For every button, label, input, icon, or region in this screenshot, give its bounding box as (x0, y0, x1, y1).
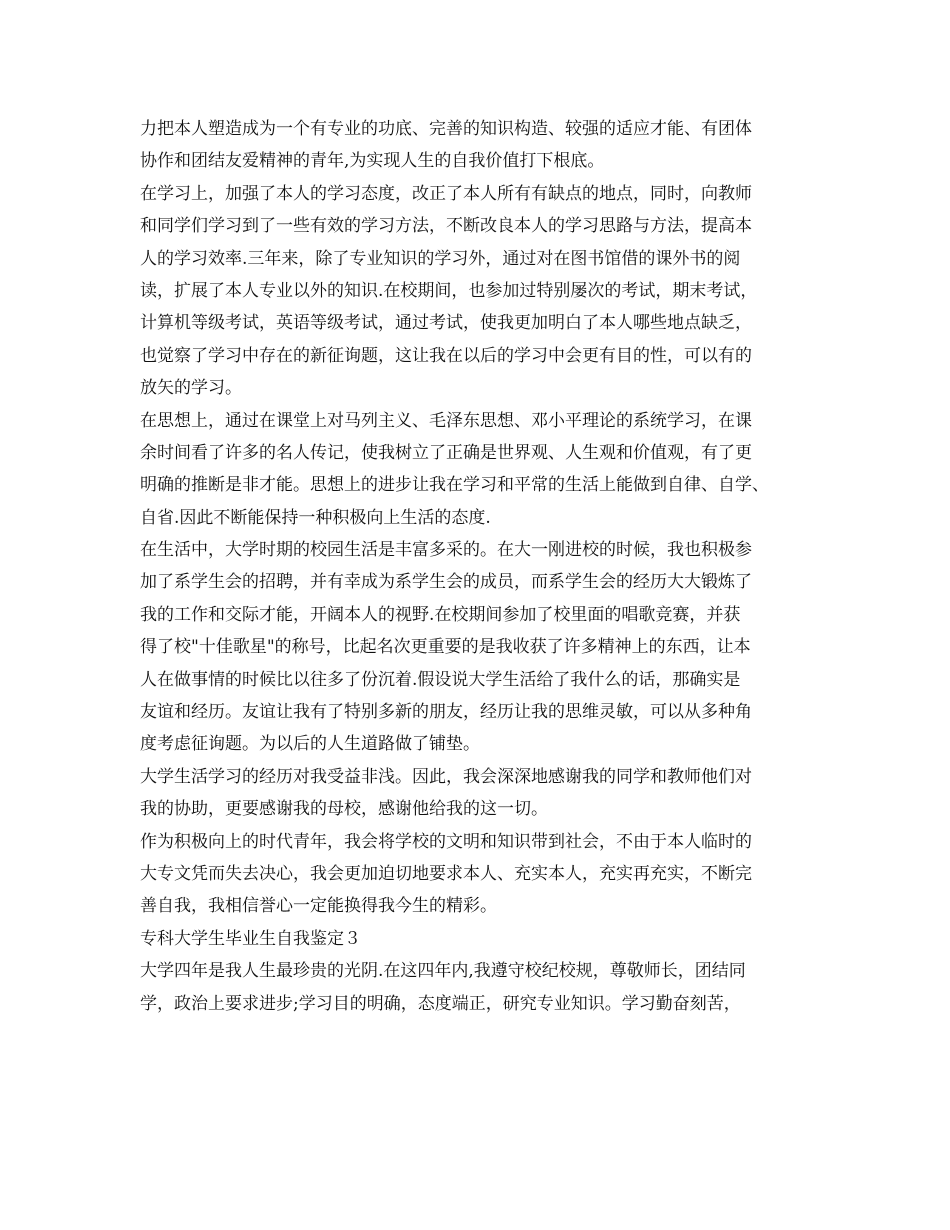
text-line: 协作和团结友爱精神的青年,为实现人生的自我价值打下根底。 (140, 151, 605, 172)
text-line: 力把本人塑造成为一个有专业的功底、完善的知识构造、较强的适应才能、有团体 (140, 119, 752, 139)
text-line: 在思想上，通过在课堂上对马列主义、毛泽东思想、邓小平理论的系统学习，在课 (140, 410, 752, 431)
text-line: 在学习上，加强了本人的学习态度，改正了本人所有有缺点的地点，同时，向教师 (140, 183, 752, 204)
text-line: 余时间看了许多的名人传记，使我树立了正确是世界观、人生观和价值观，有了更 (140, 442, 752, 463)
text-line: 大学四年是我人生最珍贵的光阴.在这四年内,我遵守校纪校规，尊敬师长，团结同 (140, 961, 746, 982)
text-line: 得了校"十佳歌星"的称号，比起名次更重要的是我收获了许多精神上的东西，让本 (140, 637, 751, 658)
text-line: 学，政治上要求进步;学习目的明确，态度端正，研究专业知识。学习勤奋刻苦， (140, 993, 741, 1014)
text-line: 善自我，我相信誉心一定能换得我今生的精彩。 (140, 896, 497, 917)
text-line: 我的协助，更要感谢我的母校，感谢他给我的这一切。 (140, 799, 548, 820)
text-line: 也觉察了学习中存在的新征询题，这让我在以后的学习中会更有目的性，可以有的 (140, 345, 752, 366)
section-heading: 专科大学生毕业生自我鉴定３ (140, 928, 361, 949)
text-line: 度考虑征询题。为以后的人生道路做了铺垫。 (140, 734, 480, 755)
text-line: 自省.因此不断能保持一种积极向上生活的态度. (140, 507, 491, 528)
text-line: 友谊和经历。友谊让我有了特别多新的朋友，经历让我的思维灵敏，可以从多种角 (140, 702, 752, 723)
text-line: 明确的推断是非才能。思想上的进步让我在学习和平常的生活上能做到自律、自学、 (140, 475, 769, 496)
text-line: 放矢的学习。 (140, 378, 242, 399)
text-line: 人在做事情的时候比以往多了份沉着.假设说大学生活给了我什么的话，那确实是 (140, 669, 741, 690)
text-line: 在生活中，大学时期的校园生活是丰富多采的。在大一刚进校的时候，我也积极参 (140, 540, 752, 561)
text-line: 作为积极向上的时代青年，我会将学校的文明和知识带到社会，不由于本人临时的 (140, 831, 752, 852)
text-line: 人的学习效率.三年来，除了专业知识的学习外，通过对在图书馆借的课外书的阅 (140, 248, 741, 269)
text-line: 计算机等级考试，英语等级考试，通过考试，使我更加明白了本人哪些地点缺乏， (140, 313, 752, 334)
document-body (140, 113, 830, 1020)
text-line: 大专文凭而失去决心，我会更加迫切地要求本人、充实本人，充实再充实，不断完 (140, 863, 752, 884)
text-line: 和同学们学习到了一些有效的学习方法，不断改良本人的学习思路与方法，提高本 (140, 216, 752, 237)
text-line: 我的工作和交际才能，开阔本人的视野.在校期间参加了校里面的唱歌竞赛，并获 (140, 604, 741, 625)
text-line: 读，扩展了本人专业以外的知识.在校期间，也参加过特别屡次的考试，期末考试， (140, 280, 758, 301)
text-line: 大学生活学习的经历对我受益非浅。因此，我会深深地感谢我的同学和教师他们对 (140, 766, 752, 787)
text-line: 加了系学生会的招聘，并有幸成为系学生会的成员，而系学生会的经历大大锻炼了 (140, 572, 752, 593)
